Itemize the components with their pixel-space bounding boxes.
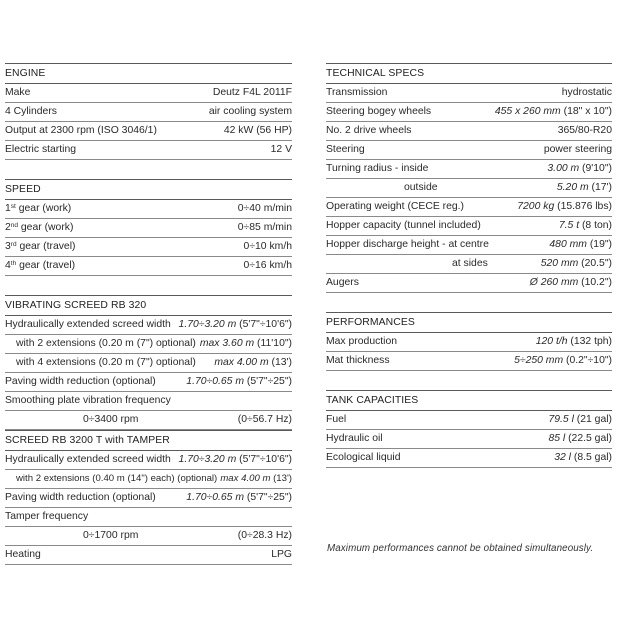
left-column bbox=[5, 63, 292, 565]
spec-row: Ecological liquid 32 l (8.5 gal) bbox=[326, 449, 612, 468]
spec-row: Fuel 79.5 l (21 gal) bbox=[326, 411, 612, 430]
spec-row: Hydraulic oil 85 l (22.5 gal) bbox=[326, 430, 612, 449]
screed-rb3200t-heading: SCREED RB 3200 T with TAMPER bbox=[5, 430, 292, 451]
spec-row: Steering bogey wheels 455 x 260 mm (18" x 10") bbox=[326, 103, 612, 122]
spec-row: 0÷3400 rpm (0÷56.7 Hz) bbox=[5, 411, 292, 430]
spec-row: Make Deutz F4L 2011F bbox=[5, 84, 292, 103]
engine-heading: ENGINE bbox=[5, 63, 292, 84]
spec-row: outside 5.20 m (17') bbox=[326, 179, 612, 198]
spec-row: 3rd gear (travel) 0÷10 km/h bbox=[5, 238, 292, 257]
spec-row: Steering power steering bbox=[326, 141, 612, 160]
spec-row: Hopper capacity (tunnel included) 7.5 t (8 ton) bbox=[326, 217, 612, 236]
footnote: Maximum performances cannot be obtained simultaneously. bbox=[327, 543, 594, 554]
spec-row: 1st gear (work) 0÷40 m/min bbox=[5, 200, 292, 219]
spec-row: 0÷1700 rpm (0÷28.3 Hz) bbox=[5, 527, 292, 546]
spec-row: Transmission hydrostatic bbox=[326, 84, 612, 103]
spec-row: Heating LPG bbox=[5, 546, 292, 565]
spec-row: Hydraulically extended screed width 1.70÷3.20 m (5'7"÷10'6") bbox=[5, 316, 292, 335]
spec-row: No. 2 drive wheels 365/80-R20 bbox=[326, 122, 612, 141]
screed-rb320-heading: VIBRATING SCREED RB 320 bbox=[5, 295, 292, 316]
spec-row: Paving width reduction (optional) 1.70÷0.65 m (5'7"÷25") bbox=[5, 373, 292, 392]
spec-row: Output at 2300 rpm (ISO 3046/1) 42 kW (56 HP) bbox=[5, 122, 292, 141]
speed-heading: SPEED bbox=[5, 179, 292, 200]
spec-row: at sides 520 mm (20.5") bbox=[326, 255, 612, 274]
spec-row: Operating weight (CECE reg.) 7200 kg (15.876 lbs) bbox=[326, 198, 612, 217]
right-column bbox=[326, 63, 612, 468]
spec-row: Electric starting 12 V bbox=[5, 141, 292, 160]
spec-row: with 2 extensions (0.40 m (14") each) (optional) max 4.00 m (13') bbox=[5, 470, 292, 489]
spec-row: Smoothing plate vibration frequency bbox=[5, 392, 292, 411]
spec-row: 2nd gear (work) 0÷85 m/min bbox=[5, 219, 292, 238]
spec-row: Turning radius - inside 3.00 m (9'10") bbox=[326, 160, 612, 179]
spec-row: Mat thickness 5÷250 mm (0.2"÷10") bbox=[326, 352, 612, 371]
spec-row: 4 Cylinders air cooling system bbox=[5, 103, 292, 122]
spec-row: Max production 120 t/h (132 tph) bbox=[326, 333, 612, 352]
spec-row: with 4 extensions (0.20 m (7") optional) max 4.00 m (13') bbox=[5, 354, 292, 373]
performances-heading: PERFORMANCES bbox=[326, 312, 612, 333]
spec-row: Augers Ø 260 mm (10.2") bbox=[326, 274, 612, 293]
spec-row: 4th gear (travel) 0÷16 km/h bbox=[5, 257, 292, 276]
spec-row: with 2 extensions (0.20 m (7") optional) max 3.60 m (11'10") bbox=[5, 335, 292, 354]
technical-heading: TECHNICAL SPECS bbox=[326, 63, 612, 84]
spec-row: Hopper discharge height - at centre 480 mm (19") bbox=[326, 236, 612, 255]
spec-row: Paving width reduction (optional) 1.70÷0.65 m (5'7"÷25") bbox=[5, 489, 292, 508]
spec-row: Tamper frequency bbox=[5, 508, 292, 527]
tanks-heading: TANK CAPACITIES bbox=[326, 390, 612, 411]
spec-row: Hydraulically extended screed width 1.70÷3.20 m (5'7"÷10'6") bbox=[5, 451, 292, 470]
